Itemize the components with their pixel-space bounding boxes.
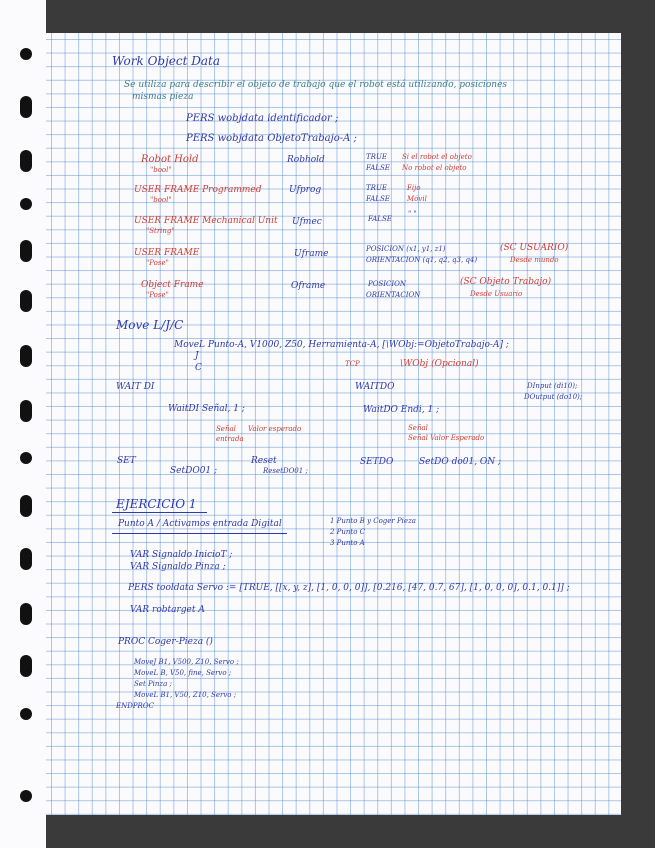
field-value: POSICION — [368, 280, 406, 288]
binder-hole — [20, 150, 32, 172]
field-name: Robot Hold — [141, 154, 199, 165]
work-object-description: mismas pieza — [132, 92, 194, 102]
setdo-instruction: SetDO do01, ON ; — [419, 457, 502, 467]
field-note: (SC Objeto Trabajo) — [460, 277, 552, 287]
waitdi-note: Valor esperado — [248, 425, 302, 433]
paper-margin — [0, 0, 46, 848]
waitdi-note: entrada — [216, 435, 244, 443]
field-value: POSICION (x1, y1, z1) — [366, 245, 446, 253]
field-name: USER FRAME Mechanical Unit — [134, 216, 278, 226]
binder-hole — [20, 548, 32, 570]
dinput-note: DOutput (do10); — [524, 393, 583, 401]
field-note: No robot el objeto — [402, 164, 467, 172]
reset-instruction: ResetDO01 ; — [263, 467, 308, 475]
section-title-reset: Reset — [251, 456, 277, 466]
field-note: Fijo — [407, 184, 421, 192]
section-title-set: SET — [117, 456, 136, 466]
binder-hole — [20, 495, 32, 517]
binder-hole — [20, 655, 32, 677]
dinput-note: DInput (di10); — [527, 382, 578, 390]
field-var: Robhold — [287, 155, 325, 165]
waitdo-note: Señal — [408, 424, 428, 432]
exercise-title: EJERCICIO 1 — [116, 497, 197, 511]
exercise-subtitle: Punto A / Activamos entrada Digital — [118, 519, 282, 529]
work-object-description: Se utiliza para describir el objeto de trabajo que el robot está utilizando, posiciones — [124, 80, 508, 90]
move-option: J — [195, 351, 199, 361]
binder-hole — [20, 198, 32, 210]
waitdi-instruction: WaitDI Señal, 1 ; — [168, 404, 245, 414]
proc-title: PROC Coger-Pieza () — [118, 637, 213, 647]
field-value: FALSE — [366, 195, 390, 203]
section-title-setdo: SETDO — [360, 457, 394, 467]
field-type: "Pose" — [146, 259, 169, 267]
field-note: " " — [408, 210, 417, 218]
binder-hole — [20, 240, 32, 262]
waitdi-note: Señal — [216, 425, 236, 433]
proc-line: MoveJ B1, V500, Z10, Servo ; — [134, 658, 239, 666]
field-var: Ufprog — [289, 185, 322, 195]
move-note: TCP — [345, 360, 360, 368]
var-declaration: VAR Signaldo InicioT ; — [130, 550, 233, 560]
section-title-work-object: Work Object Data — [112, 54, 221, 68]
binder-hole — [20, 790, 32, 802]
field-type: "String" — [146, 227, 175, 235]
set-instruction: SetDO01 ; — [170, 466, 218, 476]
declaration-line: PERS wobjdata identificador ; — [186, 113, 339, 124]
field-name: USER FRAME Programmed — [134, 185, 262, 195]
binder-hole — [20, 48, 32, 60]
declaration-line: PERS wobjdata ObjetoTrabajo-A ; — [186, 133, 357, 144]
field-var: Oframe — [291, 281, 326, 291]
move-note: \WObj (Opcional) — [400, 359, 479, 369]
grid-paper-sheet — [46, 33, 621, 815]
field-type: "bool" — [150, 166, 172, 174]
proc-line: MoveL B, V50, fine, Servo ; — [134, 669, 232, 677]
field-type: "bool" — [150, 196, 172, 204]
robtarget-declaration: VAR robtarget A — [130, 605, 205, 615]
field-note: Si el robot el objeto — [402, 153, 472, 161]
binder-hole — [20, 452, 32, 464]
section-title-waitdi: WAIT DI — [116, 382, 155, 392]
field-var: Ufmec — [292, 217, 322, 227]
move-instruction: MoveL Punto-A, V1000, Z50, Herramienta-A, [\WObj:=ObjetoTrabajo-A] ; — [174, 340, 509, 350]
waitdo-instruction: WaitDO Endi, 1 ; — [363, 405, 440, 415]
var-declaration: VAR Signaldo Pinza ; — [130, 562, 226, 572]
pers-tooldata: PERS tooldata Servo := [TRUE, [[x, y, z], [1, 0, 0, 0]], [0.216, [47, 0.7, 67], [1, 0, 0, 0], 0.1, 0.1]] ; — [128, 583, 570, 593]
binder-hole — [20, 290, 32, 312]
field-note: Desde mundo — [510, 256, 559, 264]
binder-hole — [20, 400, 32, 422]
binder-hole — [20, 708, 32, 720]
field-value: TRUE — [366, 184, 387, 192]
subtitle-underline — [112, 533, 287, 534]
field-note: Móvil — [407, 195, 427, 203]
waitdo-note: Señal Valor Esperado — [408, 434, 485, 442]
field-value: FALSE — [368, 215, 392, 223]
field-value: FALSE — [366, 164, 390, 172]
section-title-waitdo: WAITDO — [355, 382, 395, 392]
binder-hole — [20, 96, 32, 118]
proc-line: MoveL B1, V50, Z10, Servo ; — [134, 691, 237, 699]
field-name: USER FRAME — [134, 248, 200, 258]
exercise-step: 1 Punto B y Coger Pieza — [330, 517, 416, 525]
exercise-step: 2 Punto C — [330, 528, 366, 536]
field-type: "Pose" — [146, 291, 169, 299]
title-underline — [112, 512, 207, 513]
field-value: TRUE — [366, 153, 387, 161]
field-note: Desde Usuario — [470, 290, 523, 298]
exercise-step: 3 Punto A — [330, 539, 365, 547]
field-value: ORIENTACION — [366, 291, 421, 299]
endproc: ENDPROC — [116, 702, 154, 710]
field-name: Object Frame — [141, 280, 204, 290]
field-value: ORIENTACION (q1, q2, q3, q4) — [366, 256, 478, 264]
binder-hole — [20, 603, 32, 625]
move-option: C — [195, 363, 202, 373]
section-title-move: Move L/J/C — [116, 318, 184, 332]
proc-line: Set Pinza ; — [134, 680, 172, 688]
field-note: (SC USUARIO) — [500, 243, 569, 253]
field-var: Uframe — [294, 249, 329, 259]
binder-hole — [20, 345, 32, 367]
